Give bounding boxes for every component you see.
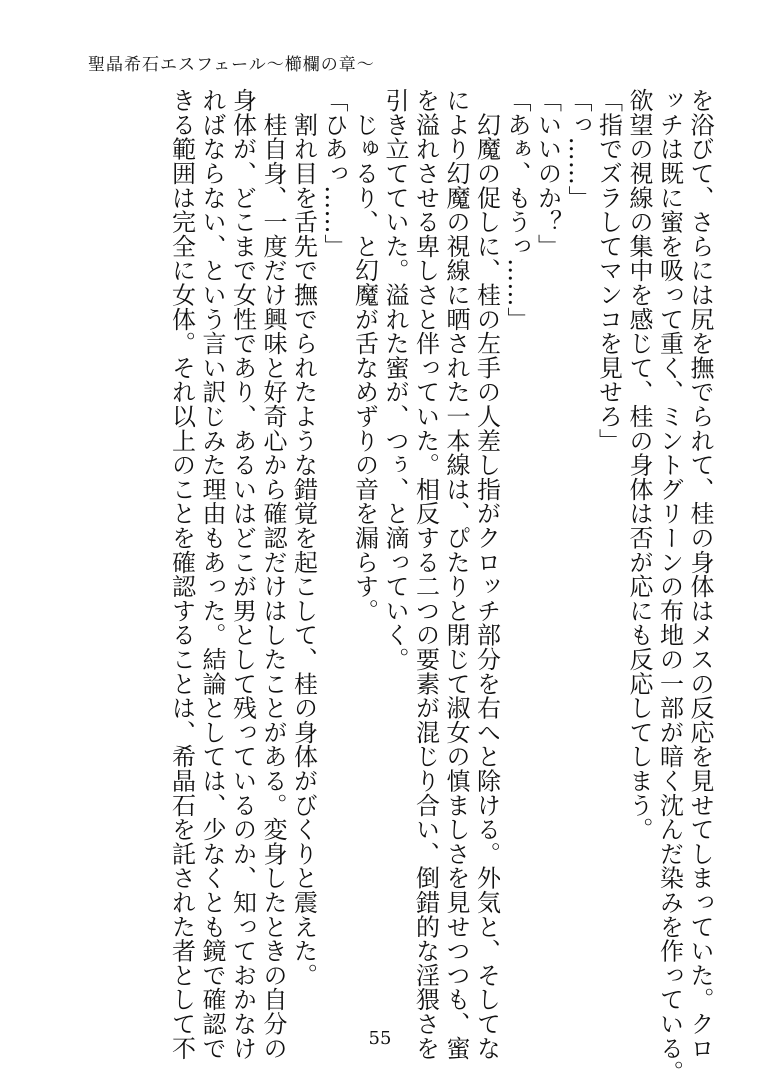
dialogue-line: 「っ……」 <box>564 88 592 210</box>
text-line: 割れ目を舌先で撫でられたような錯覚を起こして、桂の身体がびくりと震えた。 <box>289 88 318 988</box>
text-line: を浴びて、さらには尻を撫でられて、桂の身体はメスの反応を見せてしまっていた。クロ <box>686 88 714 1060</box>
page-number: 55 <box>368 1028 392 1049</box>
dialogue-line: 「指でズラしてマンコを見せろ」 <box>594 88 623 453</box>
text-line: を溢れさせる卑しさと伴っていた。相反する二つの要素が混じり合い、倒錯的な淫猥さを <box>411 88 440 1060</box>
text-line: じゅるり、と幻魔が舌なめずりの音を漏らす。 <box>350 88 379 623</box>
text-line: ッチは既に蜜を吸って重く、ミントグリーンの布地の一部が暗く沈んだ染みを作っている。 <box>655 88 684 1084</box>
text-line: 欲望の視線の集中を感じて、桂の身体は否が応にも反応してしまう。 <box>625 88 653 842</box>
text-line: 引き立てていた。溢れた蜜が、つぅ、と滴っていく。 <box>381 88 409 672</box>
text-line: きる範囲は完全に女体。それ以上のことを確認することは、希晶石を託された者として不 <box>167 88 196 1060</box>
running-header-title: 聖晶希石エスフェール〜櫛欄の章〜 <box>88 55 375 75</box>
text-line: 身体が、どこまで女性であり、あるいはどこが男として残っているのか、知っておかなけ <box>228 88 257 1060</box>
dialogue-line: 「ひあっ……」 <box>320 88 348 259</box>
text-line: 桂自身、一度だけ興味と好奇心から確認だけはしたことがある。変身したときの自分の <box>259 88 287 1060</box>
dialogue-line: 「いいのか？」 <box>533 88 562 259</box>
text-line: により幻魔の視線に晒された一本線は、ぴたりと閉じて淑女の慎ましさを見せつつも、蜜 <box>442 88 470 1060</box>
text-line: ればならない、という言い訳じみた理由もあった。結論としては、少なくとも鏡で確認で <box>198 88 226 1060</box>
dialogue-line: 「あぁ、もうっ……」 <box>503 88 531 331</box>
text-line: 幻魔の促しに、桂の左手の人差し指がクロッチ部分を右へと除ける。外気と、そしてな <box>472 88 501 1060</box>
